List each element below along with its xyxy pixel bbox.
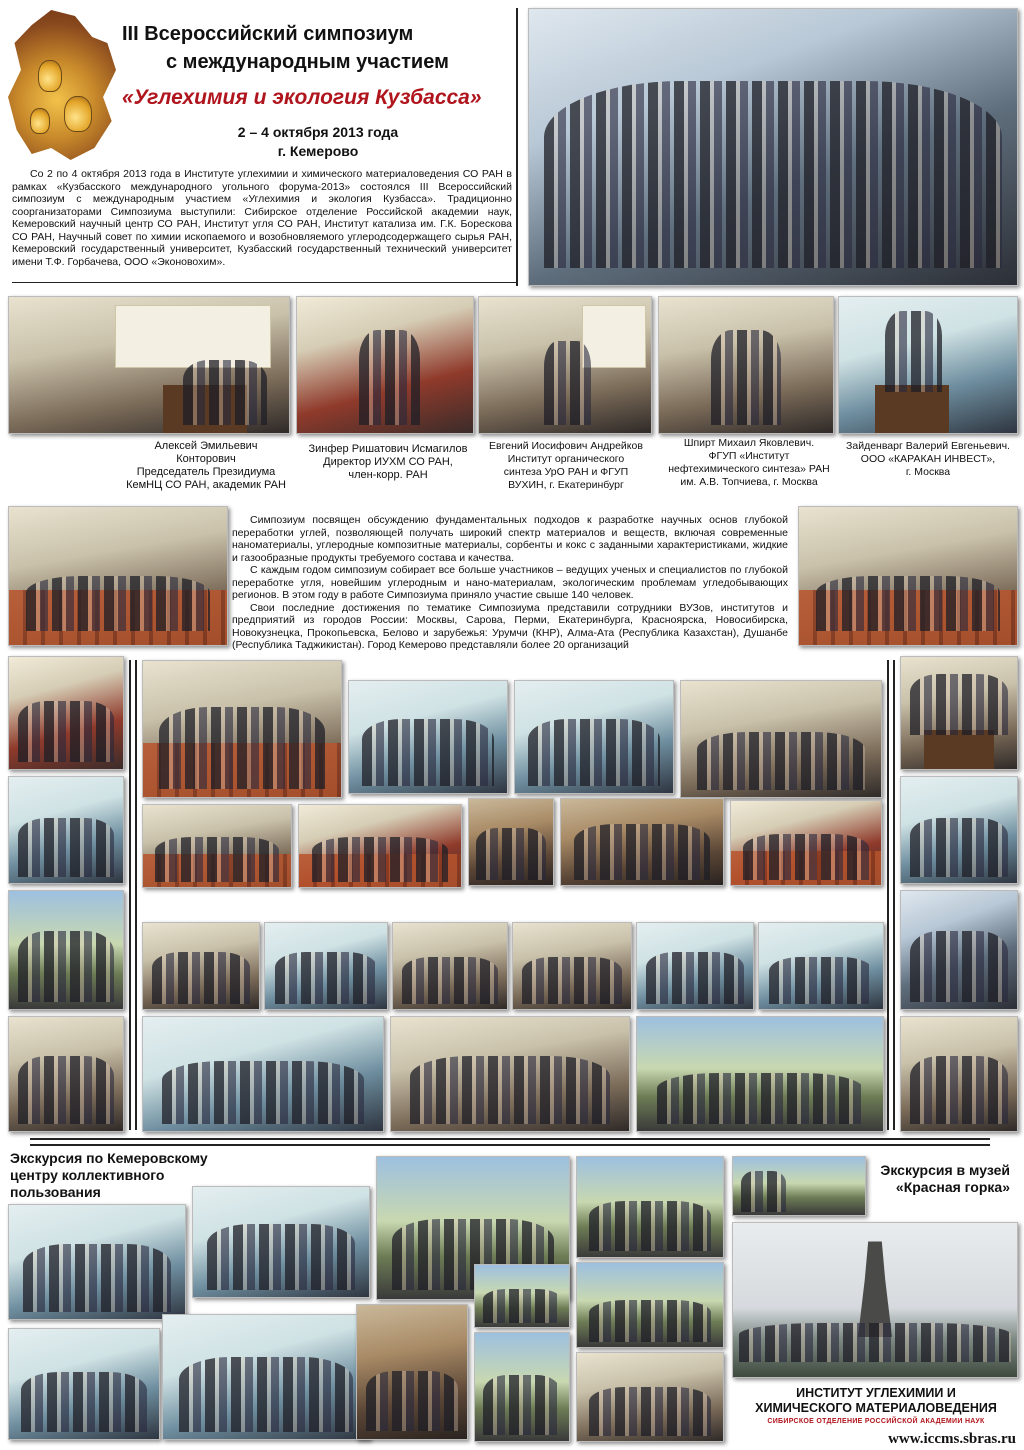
speaker-4-line3: нефтехимического синтеза» РАН bbox=[668, 463, 830, 475]
collage-photo bbox=[348, 680, 508, 794]
dates: 2 – 4 октября 2013 года bbox=[237, 124, 399, 140]
excursion-photo bbox=[192, 1186, 370, 1298]
middle-paragraph-2: С каждым годом симпозиум собирает все больше участников – ведущих ученых и специалистов по глубокой переработке угля, новейшим углеродным и нано-материалам, экологическим проблемам угледобывающих регионов. В этом году в работе Симпозиума приняло участие свыше 140 человек. bbox=[232, 564, 788, 601]
hall-photo-right bbox=[798, 506, 1018, 646]
speaker-2-line2: Директор ИУХМ СО РАН, bbox=[323, 456, 453, 468]
monument-photo bbox=[732, 1222, 1018, 1378]
speaker-4-line2: ФГУП «Институт bbox=[708, 450, 790, 462]
intro-paragraph: Со 2 по 4 октября 2013 года в Институте углехимии и химического материаловедения СО РАН в рамках «Кузбасского международного угольного форума-2013» состоялся III Всероссийский симпозиум с международным участием «Углехимия и экология Кузбасса». Традиционно соорганизаторами Симпозиума выступили: Сибирское отделение Российской академии наук, Кемеровский научный центр СО РАН, Институт угля СО РАН, Институт катализа им. Г.К. Борескова СО РАН, Научный совет по химии ископаемого и возобновляемого углеродсодержащего сырья РАН, Кемеровский государственный университет, Кузбасский государственный технический университет имени Т.Ф. Горбачева, ООО «Эконовохим». bbox=[12, 168, 512, 268]
speaker-4-line4: им. А.В. Топчиева, г. Москва bbox=[680, 476, 818, 488]
flask-icon bbox=[64, 96, 92, 132]
excursion-photo bbox=[8, 1328, 160, 1440]
speaker-4-line1: Шпирт Михаил Яковлевич. bbox=[683, 437, 815, 449]
collage-photo bbox=[392, 922, 508, 1010]
speaker-2-line1: Зинфер Ришатович Исмагилов bbox=[308, 443, 468, 455]
speaker-caption-4 bbox=[660, 437, 838, 489]
collage-photo bbox=[142, 804, 292, 888]
speaker-photo-3 bbox=[478, 296, 652, 434]
collage-divider-right-2 bbox=[893, 660, 895, 1130]
excursion-right-title: Экскурсия в музей «Красная горка» bbox=[880, 1162, 1010, 1195]
speaker-5-line3: г. Москва bbox=[905, 466, 951, 478]
speaker-photo-5 bbox=[838, 296, 1018, 434]
flask-icon bbox=[30, 108, 50, 134]
speaker-1-line2: Конторович bbox=[176, 453, 236, 465]
collage-photo bbox=[758, 922, 884, 1010]
title-line-3: «Углехимия и экология Кузбасса» bbox=[122, 86, 482, 109]
speaker-3-line3: синтеза УрО РАН и ФГУП bbox=[503, 466, 629, 478]
title-line-2: с международным участием bbox=[166, 51, 449, 73]
institute-line-2: ХИМИЧЕСКОГО МАТЕРИАЛОВЕДЕНИЯ bbox=[755, 1401, 997, 1415]
excursion-left-title: Экскурсия по Кемеровскому центру коллективного пользования bbox=[10, 1150, 208, 1200]
collage-photo bbox=[636, 922, 754, 1010]
header-rule bbox=[12, 282, 518, 283]
city: г. Кемерово bbox=[277, 143, 359, 159]
speaker-3-line2: Институт органического bbox=[507, 453, 625, 465]
speaker-3-line1: Евгений Иосифович Андрейков bbox=[489, 440, 643, 452]
speaker-1-line3: Председатель Президиума bbox=[136, 466, 276, 478]
collage-photo bbox=[512, 922, 632, 1010]
excursion-photo bbox=[576, 1156, 724, 1258]
flask-icon bbox=[38, 60, 62, 92]
collage-photo bbox=[560, 798, 724, 886]
middle-text bbox=[232, 514, 788, 652]
collage-photo bbox=[514, 680, 674, 794]
intro-paragraph-wrap bbox=[12, 168, 512, 268]
collage-photo bbox=[8, 1016, 124, 1132]
collage-photo bbox=[264, 922, 388, 1010]
excursion-photo bbox=[474, 1264, 570, 1328]
excursion-rule-2 bbox=[30, 1144, 990, 1146]
speaker-2-line3: член-корр. РАН bbox=[348, 469, 428, 481]
institute-line-3: СИБИРСКОЕ ОТДЕЛЕНИЕ РОССИЙСКОЙ АКАДЕМИИ НАУК bbox=[767, 1418, 985, 1425]
collage-photo bbox=[900, 656, 1018, 770]
collage-photo bbox=[390, 1016, 630, 1132]
collage-photo bbox=[636, 1016, 884, 1132]
group-photo bbox=[528, 8, 1018, 286]
excursion-photo bbox=[162, 1314, 370, 1440]
collage-photo bbox=[142, 1016, 384, 1132]
hall-photo-left bbox=[8, 506, 228, 646]
excursion-photo bbox=[474, 1332, 570, 1442]
collage-divider-right bbox=[887, 660, 889, 1130]
speaker-3-line4: ВУХИН, г. Екатеринбург bbox=[508, 479, 624, 491]
speaker-1-line1: Алексей Эмильевич bbox=[154, 440, 258, 452]
footer bbox=[736, 1386, 1016, 1448]
collage-photo bbox=[142, 922, 260, 1010]
institute-line-1: ИНСТИТУТ УГЛЕХИМИИ И bbox=[796, 1386, 956, 1400]
excursion-photo bbox=[576, 1262, 724, 1348]
speaker-5-line2: ООО «КАРАКАН ИНВЕСТ», bbox=[860, 453, 996, 465]
collage-divider-left bbox=[129, 660, 131, 1130]
kuzbass-map-logo bbox=[8, 10, 116, 160]
speaker-1-line4: КемНЦ СО РАН, академик РАН bbox=[126, 479, 286, 491]
collage-photo bbox=[900, 776, 1018, 884]
excursion-photo bbox=[576, 1352, 724, 1442]
speaker-photo-1 bbox=[8, 296, 290, 434]
excursion-rule bbox=[30, 1138, 990, 1140]
speaker-photo-2 bbox=[296, 296, 474, 434]
middle-paragraph-3: Свои последние достижения по тематике Симпозиума представили сотрудники ВУЗов, институтов и предприятий из городов России: Москвы, Сарова, Перми, Екатеринбурга, Красноярска, Новосибирска, Новокузнецка, Прокопьевска, Белово и зарубежья: Урумчи (КНР), Алма-Ата (Республика Казахстан), Душанбе (Республика Таджикистан). Город Кемерово представляли более 20 организаций bbox=[232, 601, 788, 651]
middle-paragraph-1: Симпозиум посвящен обсуждению фундаментальных подходов к разработке научных основ глубокой переработки углей, позволяющей получать широкий спектр материалов и веществ, включая современные наноматериалы, углеродные композитные материалы, сорбенты и кокс с заданными характеристиками, жидкие и газообразные продукты требуемого состава и качества. bbox=[232, 514, 788, 564]
speaker-caption-1 bbox=[96, 440, 316, 492]
collage-photo bbox=[8, 656, 124, 770]
website-link[interactable]: www.iccms.sbras.ru bbox=[888, 1431, 1016, 1447]
collage-photo bbox=[900, 890, 1018, 1010]
header-divider bbox=[516, 8, 518, 286]
collage-photo bbox=[680, 680, 882, 798]
speaker-caption-3 bbox=[480, 440, 652, 492]
collage-photo bbox=[8, 776, 124, 884]
title-line-1: III Всероссийский симпозиум bbox=[122, 23, 414, 45]
excursion-photo-river bbox=[732, 1156, 866, 1216]
speaker-caption-5 bbox=[838, 440, 1018, 479]
collage-photo bbox=[298, 804, 462, 888]
collage-photo bbox=[900, 1016, 1018, 1132]
collage-photo bbox=[730, 800, 882, 886]
excursion-photo bbox=[8, 1204, 186, 1320]
excursion-photo bbox=[356, 1304, 468, 1440]
speaker-photo-4 bbox=[658, 296, 834, 434]
collage-divider-left-2 bbox=[135, 660, 137, 1130]
speaker-caption-2 bbox=[296, 443, 480, 482]
speaker-5-line1: Зайденварг Валерий Евгеньевич. bbox=[846, 440, 1010, 452]
collage-photo bbox=[142, 660, 342, 798]
collage-photo bbox=[8, 890, 124, 1010]
collage-photo bbox=[468, 798, 554, 886]
